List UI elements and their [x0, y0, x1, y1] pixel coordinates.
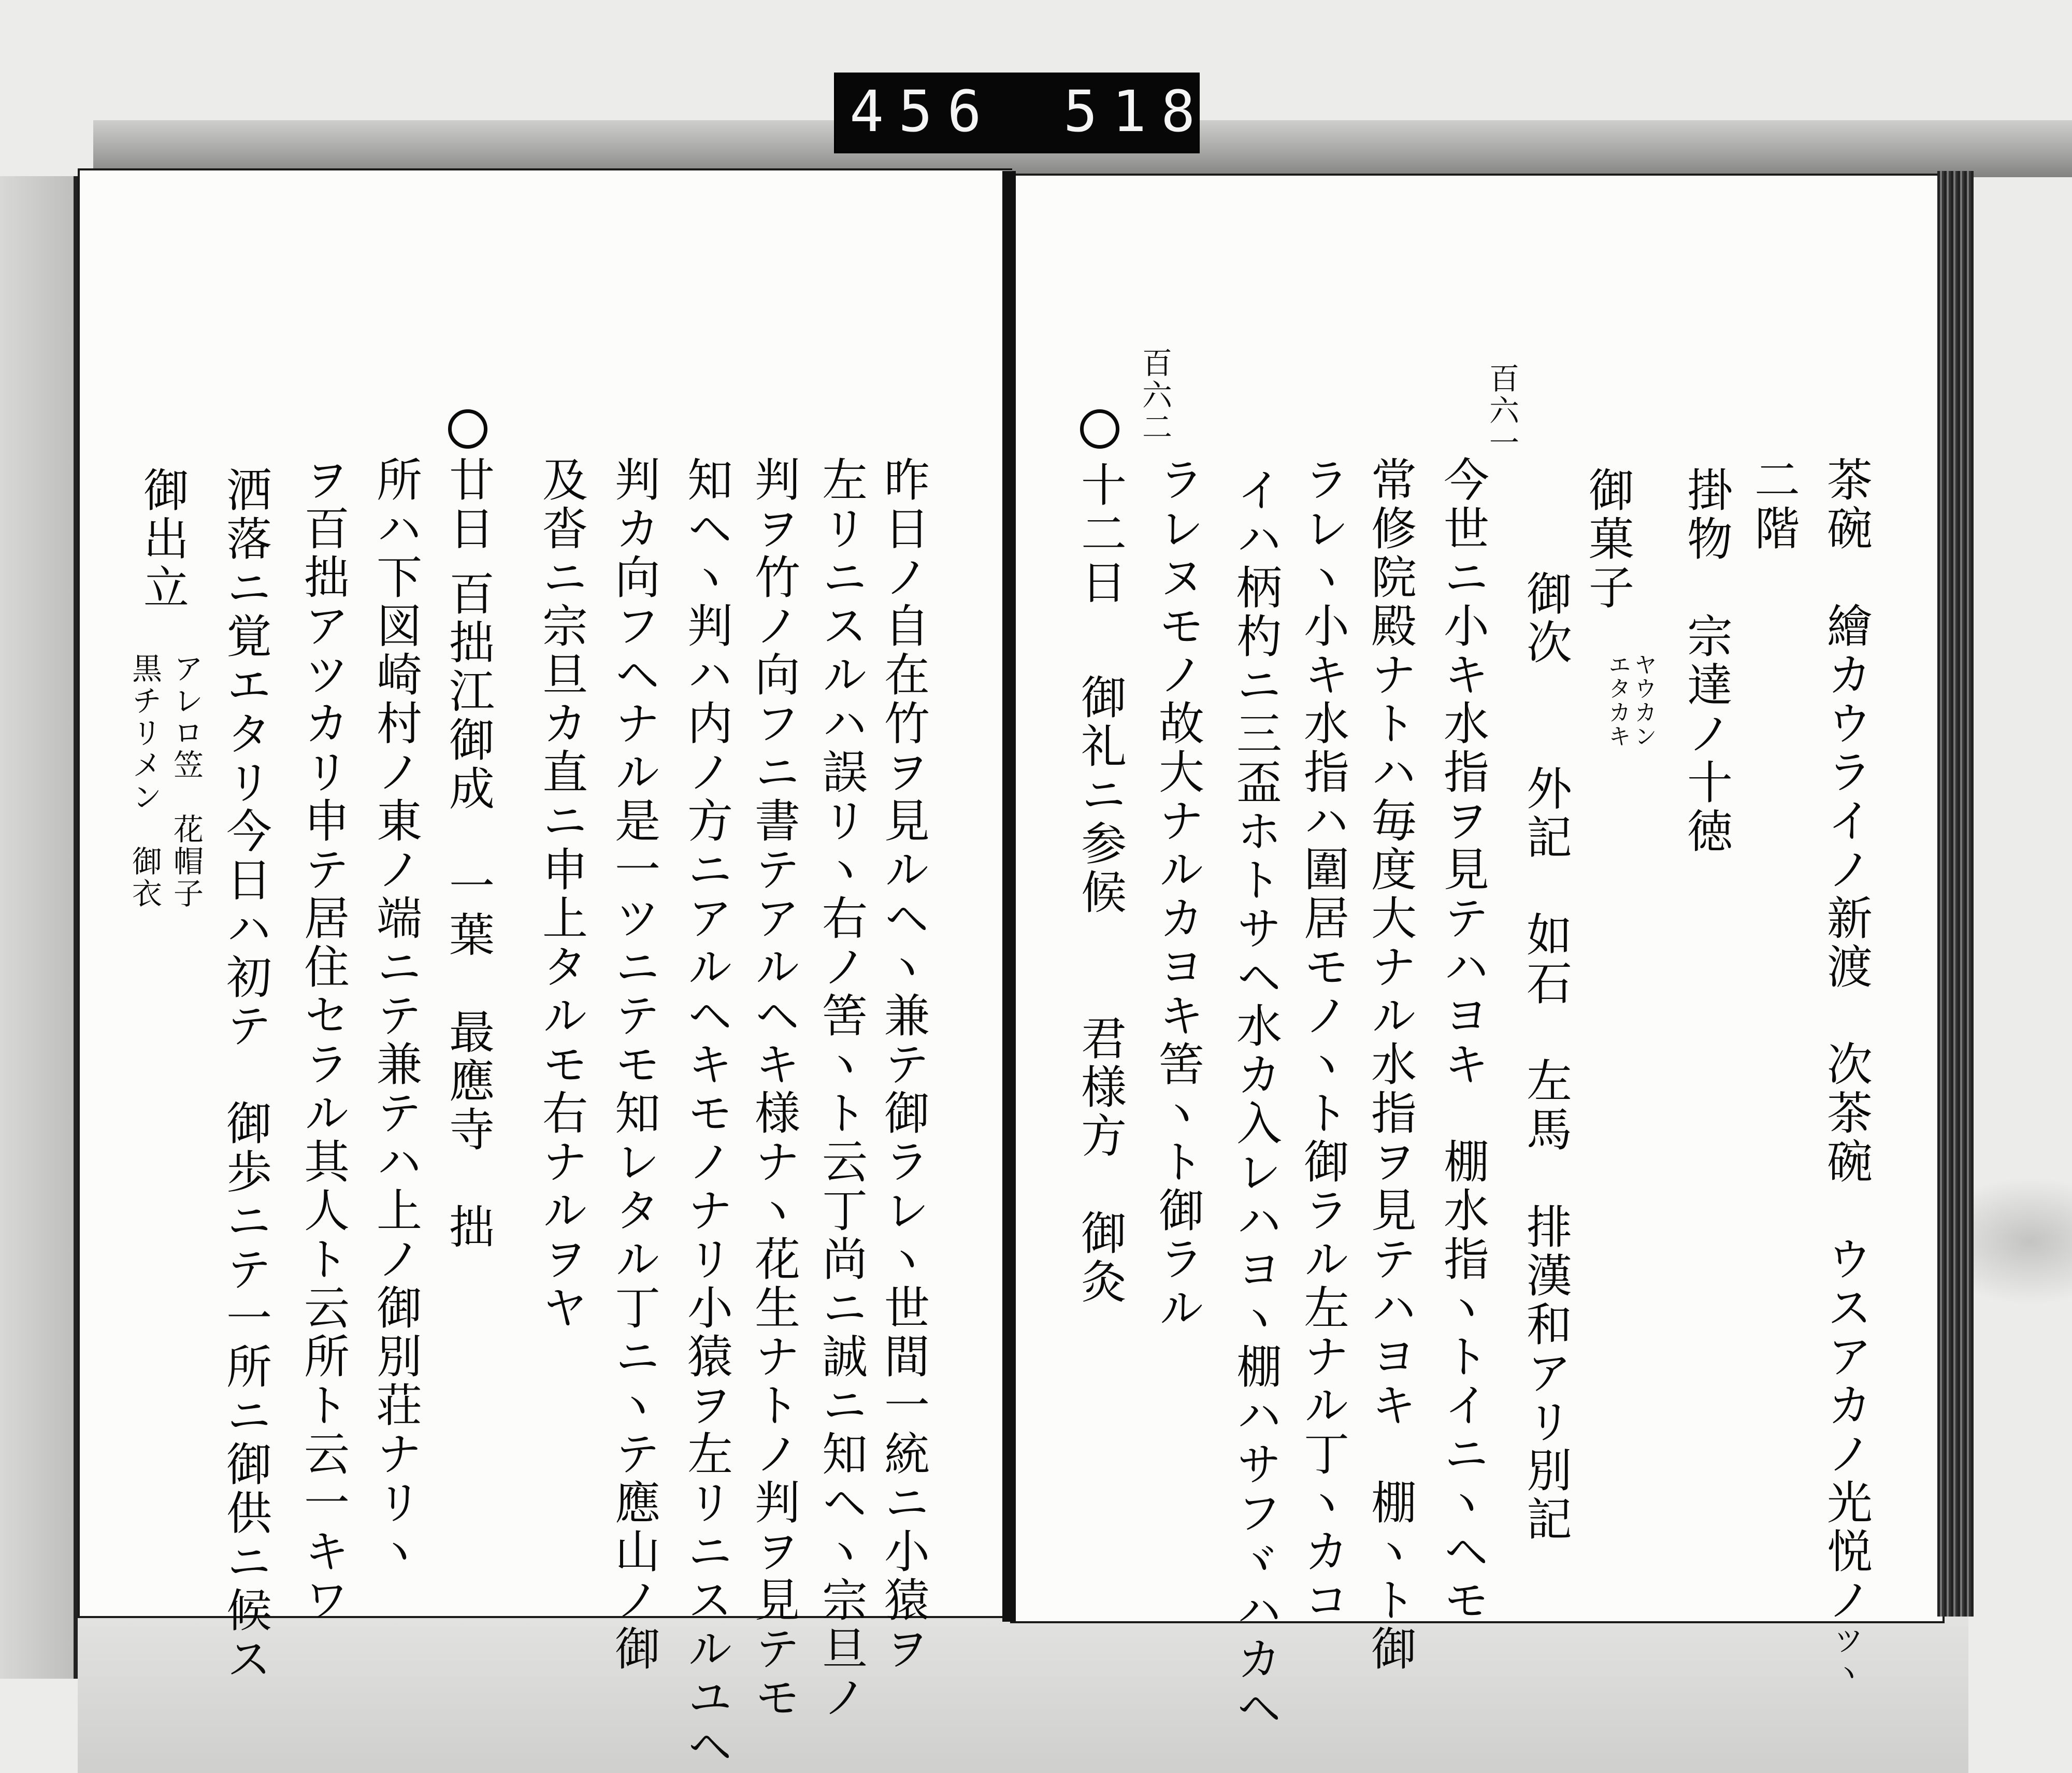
- section-circle-mark-left: [448, 409, 487, 449]
- left-col-5: 判カ向フヘナル是一ツニテモ知レタル丁ニヽテ應山ノ御: [608, 456, 661, 1674]
- right-col-8: ラレヽ小キ水指ハ圍居モノヽト御ラル左ナル丁ヽカコ: [1297, 456, 1350, 1625]
- right-col-4-note-a: ヤウカン: [1630, 653, 1657, 748]
- right-col-3: 掛物 宗達ノ十徳: [1680, 466, 1733, 856]
- page-bottom-strip: [78, 1617, 1968, 1773]
- left-col-7: 百拙江御成 一葉 最應寺 拙: [442, 570, 495, 1252]
- book-gutter: [1002, 171, 1016, 1622]
- left-col-3: 判ヲ竹ノ向フニ書テアルヘキ様ナヽ花生ナトノ判ヲ見テモ: [747, 456, 801, 1722]
- frame-number-right: 518: [1063, 78, 1210, 145]
- left-col-6: 及沓ニ宗旦カ直ニ申上タルモ右ナルヲヤ: [535, 456, 588, 1333]
- right-col-1: 茶碗 繪カウライノ新渡 次茶碗 ウスアカノ光悦ノツヽ: [1820, 456, 1873, 1689]
- section-circle-mark: [1080, 409, 1119, 449]
- right-col-6: 今世ニ小キ水指ヲ見テハヨキ 棚水指ヽトイニヽヘモ: [1436, 456, 1490, 1625]
- left-col-9: ヲ百拙アツカリ申テ居住セラル其人ト云所ト云一キワ: [297, 456, 350, 1625]
- frame-number-left: 456: [850, 78, 996, 145]
- cover-edge: [0, 176, 78, 1679]
- left-col-11-note-a: アレロ笠 花帽子: [168, 653, 204, 910]
- right-col-6-number: 百六一: [1484, 363, 1519, 459]
- left-col-1: 昨日ノ自在竹ヲ見ルヘヽ兼テ御ラレヽ世間一統ニ小猿ヲ: [877, 456, 930, 1674]
- page-edges: [1937, 171, 1974, 1617]
- left-col-8: 所ハ下図崎村ノ東ノ端ニテ兼テハ上ノ御別荘ナリヽ: [369, 456, 423, 1576]
- left-col-4: 知ヘヽ判ハ内ノ方ニアルヘキモノナリ小猿ヲ左リニスルユヘ: [680, 456, 733, 1771]
- right-col-9: イハ柄杓ニ三盃ホトサヘ水カ入レハヨヽ棚ハサフヾハカヘ: [1229, 466, 1283, 1733]
- left-col-2: 左リニスルハ誤リヽ右ノ筈ヽト云丁尚ニ誠ニ知ヘヽ宗旦ノ: [815, 456, 868, 1722]
- right-col-7: 常修院殿ナトハ毎度大ナル水指ヲ見テハヨキ 棚ヽト御: [1364, 456, 1417, 1674]
- right-col-12: 御礼ニ参候 君様方 御灸: [1074, 674, 1127, 1307]
- left-col-11-note-b: 黒チリメン 御衣: [127, 653, 162, 910]
- right-col-4-note-b: エタカキ: [1604, 653, 1631, 748]
- right-col-11: 十二日: [1074, 461, 1127, 607]
- right-col-10-number: 百六二: [1137, 347, 1172, 444]
- frame-number-text: [850, 78, 1210, 145]
- left-col-10: 洒落ニ覚エタリ今日ハ初テ 御歩ニテ一所ニ御供ニ候ス: [219, 466, 272, 1684]
- right-col-5: 御次 外記 如石 左馬 排漢和アリ別記: [1519, 570, 1573, 1544]
- right-col-4: 御菓子: [1581, 466, 1635, 612]
- left-col-7-date: 廿日: [442, 456, 495, 553]
- right-col-2: 二階: [1747, 456, 1801, 553]
- right-col-10: ラレヌモノ故大ナルカヨキ筈ヽト御ラル: [1152, 456, 1205, 1333]
- left-col-11: 御出立: [136, 466, 190, 612]
